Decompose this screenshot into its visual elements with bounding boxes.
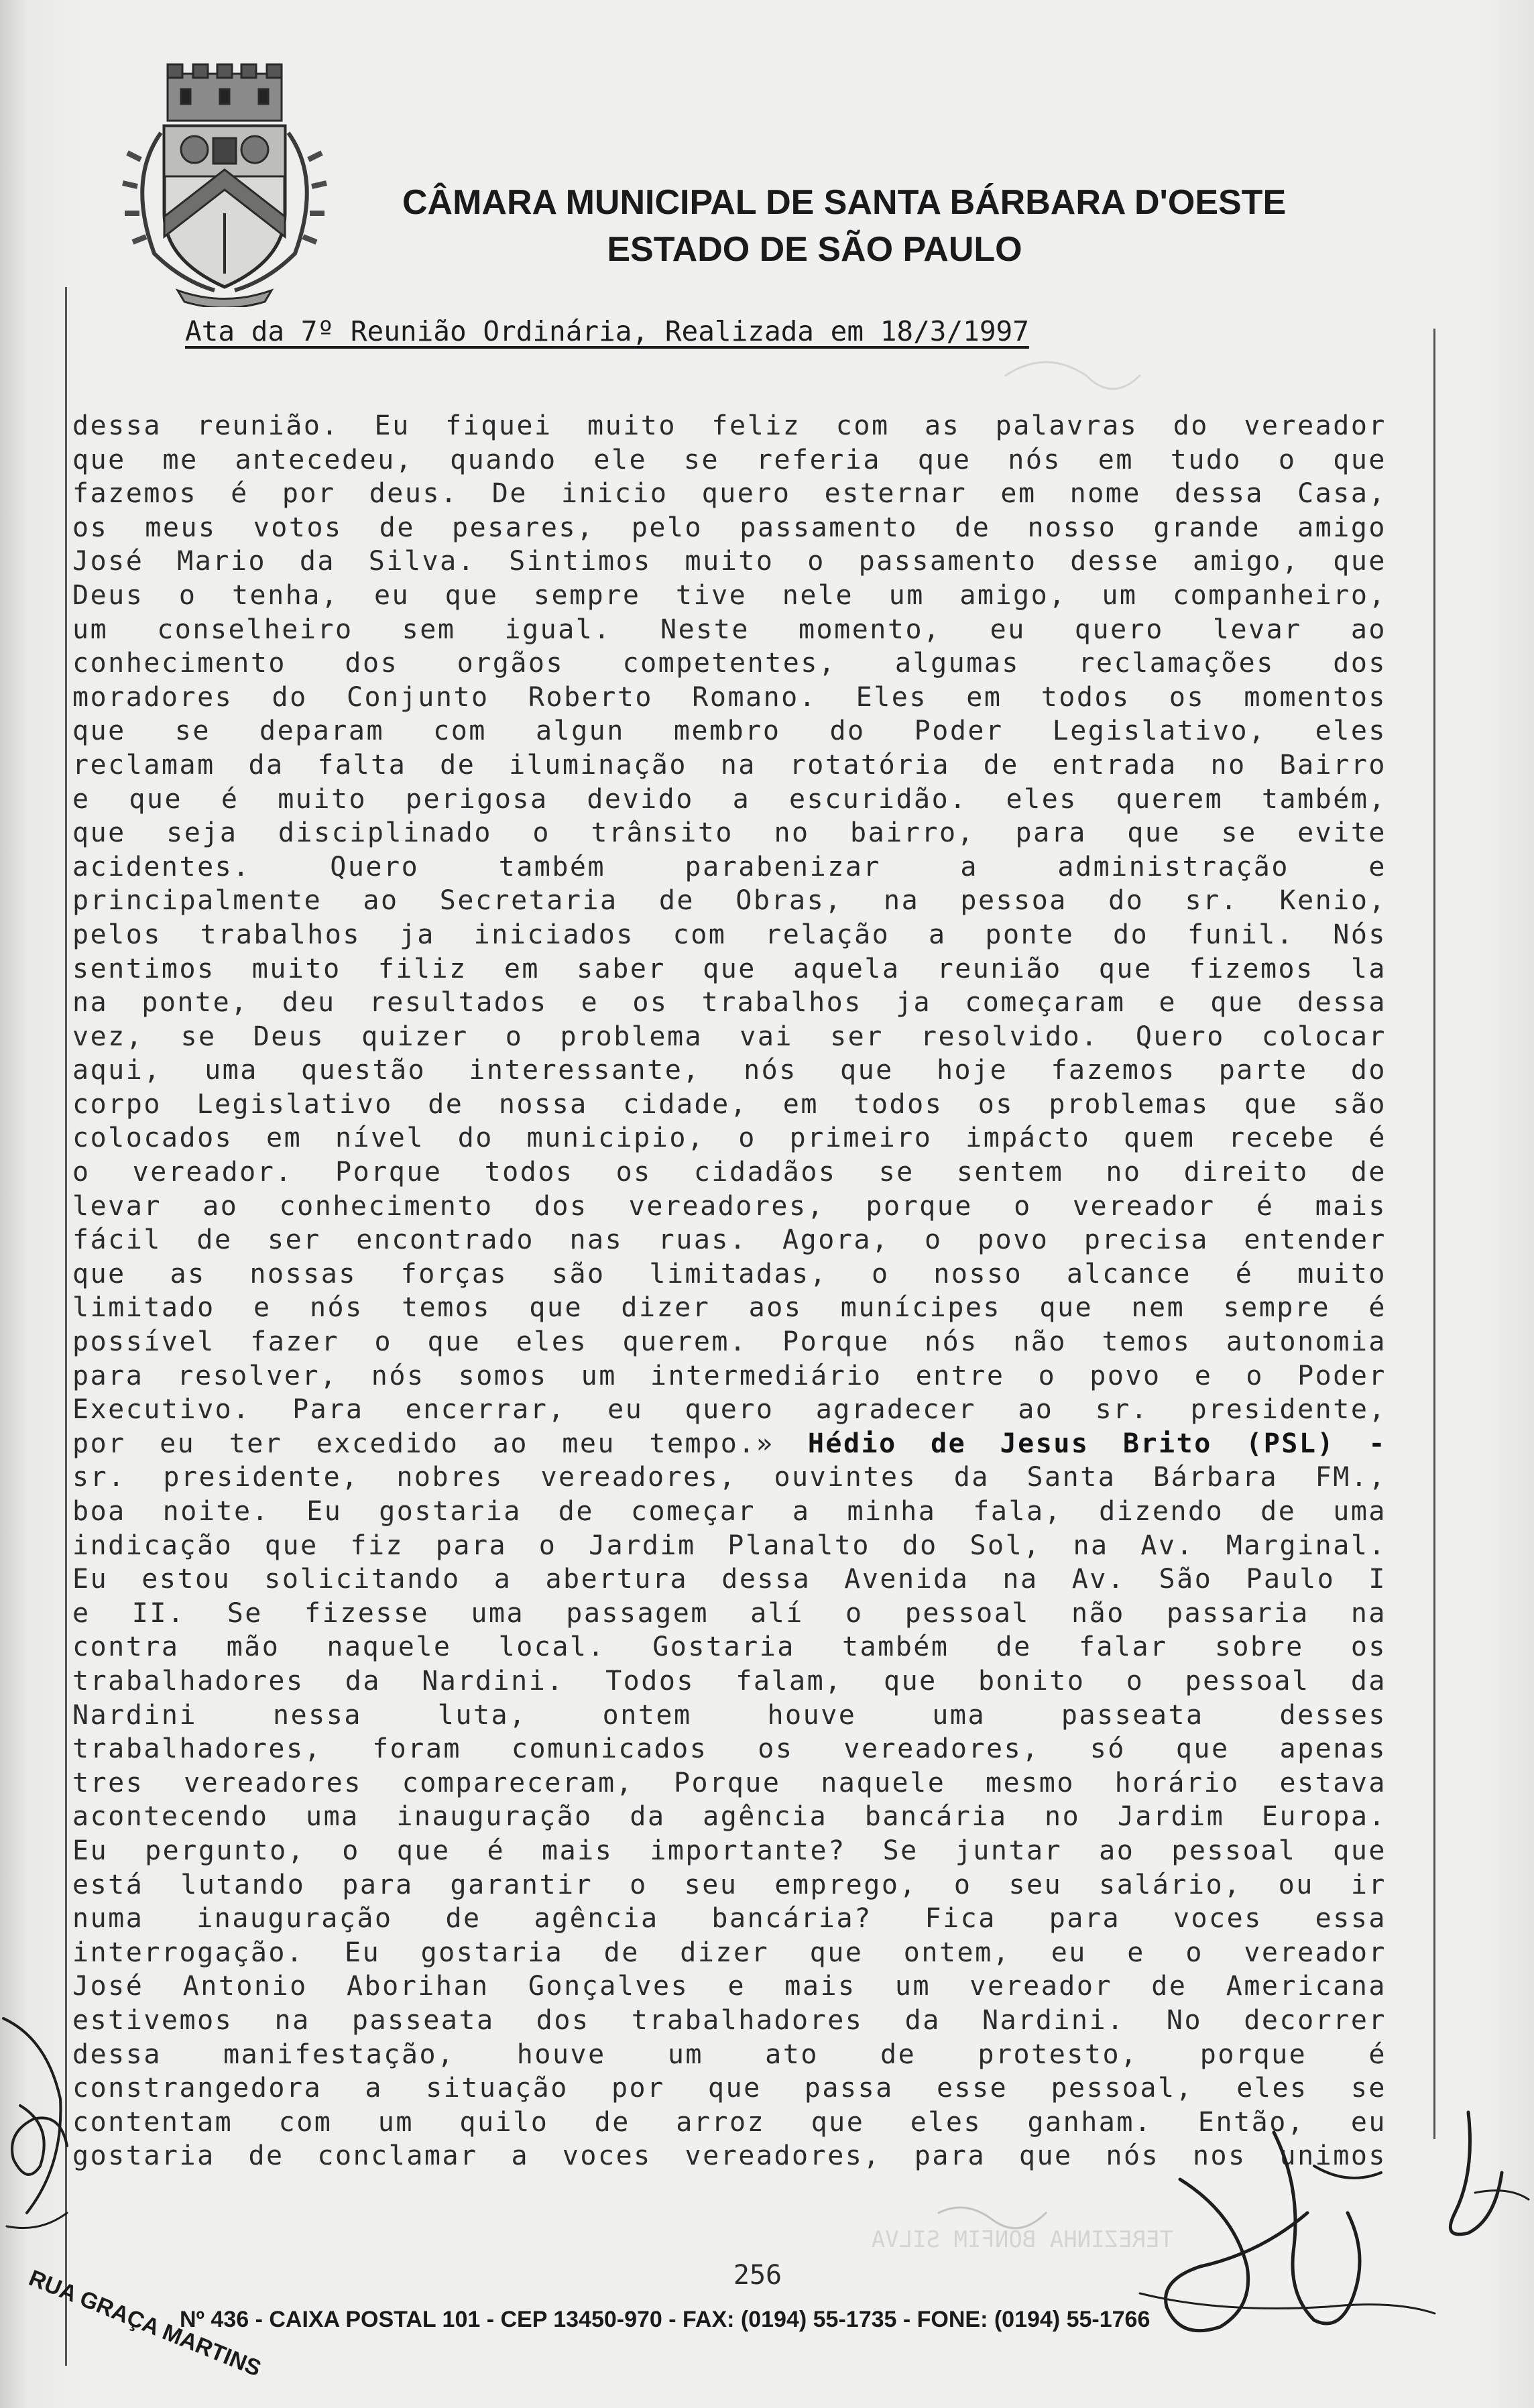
text-line: um conselheiro sem igual. Neste momento, eu quero levar ao xyxy=(72,614,1386,645)
text-line: interrogação. Eu gostaria de dizer que ontem, eu e o vereador xyxy=(72,1937,1386,1968)
text-line: gostaria de conclamar a voces vereadores, para que nós nos unimos xyxy=(72,2140,1386,2172)
text-line: que se deparam com algun membro do Poder Legislativo, eles xyxy=(72,715,1386,747)
text-line: moradores do Conjunto Roberto Romano. Eles em todos os momentos xyxy=(72,681,1386,713)
text-segment: por eu ter excedido ao meu tempo.» xyxy=(72,1428,774,1459)
text-line: aqui, uma questão interessante, nós que hoje fazemos parte do xyxy=(72,1055,1386,1086)
text-line: Executivo. Para encerrar, eu quero agradecer ao sr. presidente, xyxy=(72,1394,1386,1426)
minutes-title: Ata da 7º Reunião Ordinária, Realizada em 18/3/1997 xyxy=(185,315,1029,347)
right-margin-rule xyxy=(1433,329,1435,2139)
left-margin-rule xyxy=(65,287,67,2366)
text-line: que seja disciplinado o trânsito no bairro, para que se evite xyxy=(72,817,1386,849)
text-line: levar ao conhecimento dos vereadores, porque o vereador é mais xyxy=(72,1190,1386,1222)
text-line: dessa manifestação, houve um ato de protesto, porque é xyxy=(72,2039,1386,2070)
state-name: ESTADO DE SÃO PAULO xyxy=(607,230,1022,269)
page-number: 256 xyxy=(733,2260,782,2291)
text-line: tres vereadores compareceram, Porque naquele mesmo horário estava xyxy=(72,1767,1386,1798)
text-line-with-speaker xyxy=(72,1427,1386,1461)
text-line: boa noite. Eu gostaria de começar a minha fala, dizendo de uma xyxy=(72,1496,1386,1527)
text-line: acidentes. Quero também parabenizar a administração e xyxy=(72,851,1386,882)
text-line: sentimos muito filiz em saber que aquela reunião que fizemos la xyxy=(72,953,1386,984)
text-line: para resolver, nós somos um intermediário entre o povo e o Poder xyxy=(72,1360,1386,1391)
footer-address: Nº 436 - CAIXA POSTAL 101 - CEP 13450-970 - FAX: (0194) 55-1735 - FONE: (0194) 55-1766 xyxy=(180,2307,1150,2332)
text-line: limitado e nós temos que dizer aos munícipes que nem sempre é xyxy=(72,1292,1386,1324)
text-line: indicação que fiz para o Jardim Planalto do Sol, na Av. Marginal. xyxy=(72,1530,1386,1561)
text-line: Eu estou solicitando a abertura dessa Avenida na Av. São Paulo I xyxy=(72,1564,1386,1595)
text-line: colocados em nível do municipio, o primeiro impácto quem recebe é xyxy=(72,1123,1386,1154)
text-line: o vereador. Porque todos os cidadãos se sentem no direito de xyxy=(72,1157,1386,1188)
text-line: dessa reunião. Eu fiquei muito feliz com as palavras do vereador xyxy=(72,410,1386,441)
minutes-body-text xyxy=(72,409,1386,2173)
text-line: reclamam da falta de iluminação na rotatória de entrada no Bairro xyxy=(72,749,1386,781)
text-line: possível fazer o que eles querem. Porque nós não temos autonomia xyxy=(72,1326,1386,1358)
footer-street-text: RUA GRAÇA MARTINS xyxy=(25,2265,265,2382)
text-line: contentam com um quilo de arroz que eles ganham. Então, eu xyxy=(72,2106,1386,2138)
text-line: está lutando para garantir o seu emprego, o seu salário, ou ir xyxy=(72,1869,1386,1900)
text-line: José Antonio Aborihan Gonçalves e mais um vereador de Americana xyxy=(72,1971,1386,2002)
speaker-name: Hédio de Jesus Brito (PSL) - xyxy=(807,1428,1386,1459)
text-line: José Mario da Silva. Sintimos muito o passamento desse amigo, que xyxy=(72,546,1386,577)
text-line: trabalhadores da Nardini. Todos falam, que bonito o pessoal da xyxy=(72,1665,1386,1697)
text-line: fazemos é por deus. De inicio quero esternar em nome dessa Casa, xyxy=(72,478,1386,510)
text-line: constrangedora a situação por que passa esse pessoal, eles se xyxy=(72,2073,1386,2104)
text-line: conhecimento dos orgãos competentes, algumas reclamações dos xyxy=(72,648,1386,679)
text-line: e que é muito perigosa devido a escuridão. eles querem também, xyxy=(72,783,1386,815)
text-line: Deus o tenha, eu que sempre tive nele um amigo, um companheiro, xyxy=(72,579,1386,611)
text-line: Nardini nessa luta, ontem houve uma passeata desses xyxy=(72,1699,1386,1731)
text-line: e II. Se fizesse uma passagem alí o pessoal não passaria na xyxy=(72,1597,1386,1629)
text-line: que as nossas forças são limitadas, o nosso alcance é muito xyxy=(72,1258,1386,1289)
text-line: estivemos na passeata dos trabalhadores da Nardini. No decorrer xyxy=(72,2004,1386,2036)
text-line: acontecendo uma inauguração da agência bancária no Jardim Europa. xyxy=(72,1801,1386,1833)
faint-stamp-text: TEREZINHA BONFIM SILVA xyxy=(871,2226,1173,2253)
municipal-coat-of-arms-icon xyxy=(114,59,335,307)
text-line: Eu pergunto, o que é mais importante? Se juntar ao pessoal que xyxy=(72,1835,1386,1866)
text-line: contra mão naquele local. Gostaria também de falar sobre os xyxy=(72,1631,1386,1663)
text-line: principalmente ao Secretaria de Obras, na pessoa do sr. Kenio, xyxy=(72,885,1386,917)
text-line: fácil de ser encontrado nas ruas. Agora, o povo precisa entender xyxy=(72,1224,1386,1256)
text-line: que me antecedeu, quando ele se referia que nós em tudo o que xyxy=(72,444,1386,475)
text-line: vez, se Deus quizer o problema vai ser resolvido. Quero colocar xyxy=(72,1021,1386,1052)
text-line: trabalhadores, foram comunicados os vereadores, só que apenas xyxy=(72,1733,1386,1765)
text-line: na ponte, deu resultados e os trabalhos ja começaram e que dessa xyxy=(72,987,1386,1019)
text-line: pelos trabalhos ja iniciados com relação a ponte do funil. Nós xyxy=(72,919,1386,950)
text-line: os meus votos de pesares, pelo passamento de nosso grande amigo xyxy=(72,512,1386,543)
text-line: sr. presidente, nobres vereadores, ouvintes da Santa Bárbara FM., xyxy=(72,1462,1386,1493)
footer-street xyxy=(25,2265,265,2382)
text-line: numa inauguração de agência bancária? Fica para voces essa xyxy=(72,1903,1386,1935)
institution-name: CÂMARA MUNICIPAL DE SANTA BÁRBARA D'OESTE xyxy=(402,183,1287,222)
text-line: corpo Legislativo de nossa cidade, em todos os problemas que são xyxy=(72,1088,1386,1120)
